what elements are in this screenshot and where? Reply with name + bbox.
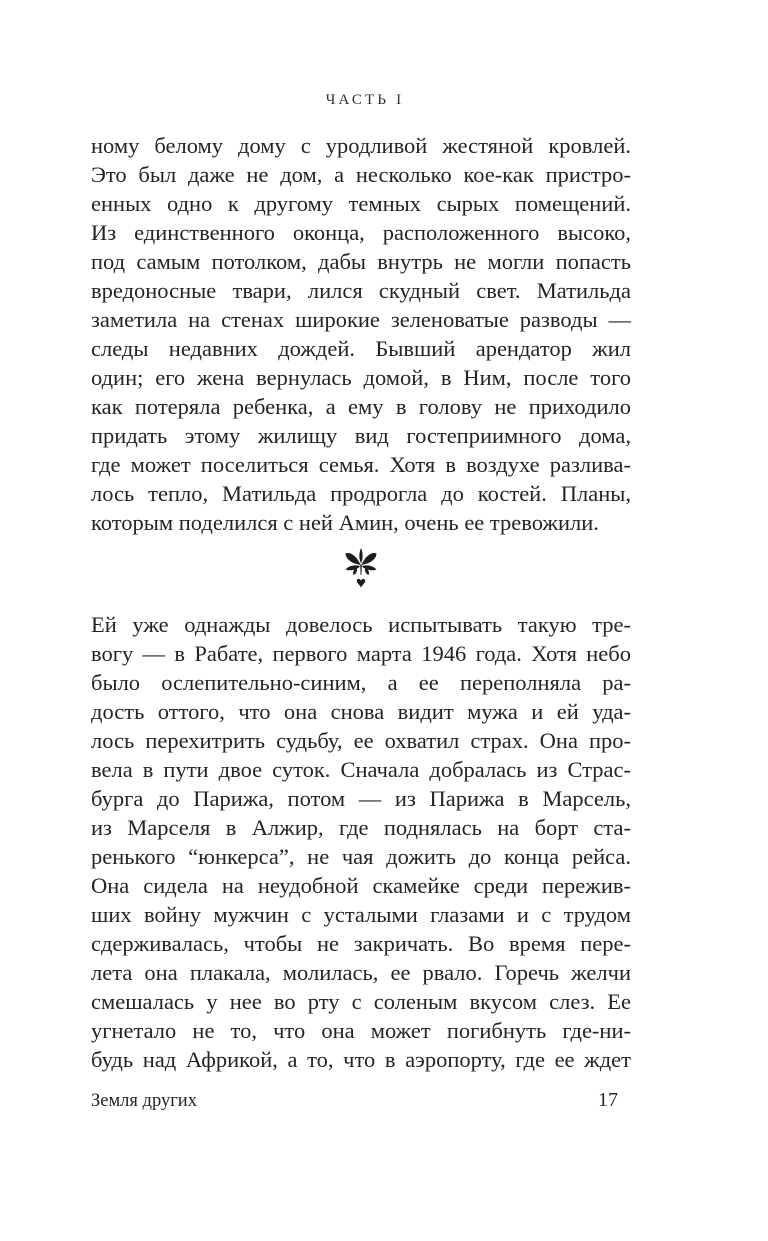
text-line: дость оттого, что она снова видит мужа и ей уда- [91,699,631,724]
text-line: Она сидела на неудобной скамейке среди пережив- [91,873,631,898]
running-header: ЧАСТЬ I [325,92,405,108]
text-line: под самым потолком, дабы внутрь не могли попасть [91,249,631,274]
section-break [91,537,631,610]
text-block [91,131,631,1074]
text-line: ному белому дому с уродливой жестяной кровлей. [91,133,631,158]
text-line: угнетало не то, что она может погибнуть где-ни- [91,1018,631,1043]
text-line: Из единственного оконца, расположенного высоко, [91,220,631,245]
text-line: бурга до Парижа, потом — из Парижа в Марсель, [91,786,631,811]
text-line: лета она плакала, молилась, ее рвало. Горечь желчи [91,960,631,985]
text-line: было ослепительно-синим, а ее переполняла ра- [91,670,631,695]
text-line: ренького “юнкерса”, не чая дожить до конца рейса. [91,844,631,869]
text-line: вела в пути двое суток. Сначала добралась из Страс- [91,757,631,782]
text-line: один; его жена вернулась домой, в Ним, после того [91,365,631,390]
text-line: из Марселя в Алжир, где поднялась на борт ста- [91,815,631,840]
text-line: Это был даже не дом, а несколько кое-как пристро- [91,162,631,187]
text-line: сдерживалась, чтобы не закричать. Во время пере- [91,931,631,956]
fleuron-icon [343,548,379,590]
text-line: ших войну мужчин с усталыми глазами и с трудом [91,902,631,927]
text-line: где может поселиться семья. Хотя в воздухе разлива- [91,452,631,477]
fleuron-shape [346,548,377,588]
text-line: заметила на стенах широкие зеленоватые разводы — [91,307,631,332]
footer-page-number: 17 [598,1089,618,1111]
text-line: вредоносные твари, лился скудный свет. Матильда [91,278,631,303]
text-line: лось тепло, Матильда продрогла до костей. Планы, [91,481,631,506]
text-line: которым поделился с ней Амин, очень ее тревожили. [91,510,599,535]
page-footer [91,1089,630,1112]
text-line: смешалась у нее во рту с соленым вкусом слез. Ее [91,989,631,1014]
text-line: как потеряла ребенка, а ему в голову не приходило [91,394,631,419]
text-line: вогу — в Рабате, первого марта 1946 года. Хотя небо [91,641,631,666]
text-line: лось перехитрить судьбу, ее охватил страх. Она про- [91,728,631,753]
paragraph-1 [91,131,631,537]
footer-book-title: Земля других [91,1091,197,1111]
text-line: Ей уже однажды довелось испытывать такую тре- [91,612,631,637]
paragraph-2 [91,610,631,1074]
text-line: енных одно к другому темных сырых помещений. [91,191,631,216]
text-line: будь над Африкой, а то, что в аэропорту, где ее ждет [91,1047,631,1072]
text-line: следы недавних дождей. Бывший арендатор жил [91,336,631,361]
text-line: придать этому жилищу вид гостеприимного дома, [91,423,631,448]
